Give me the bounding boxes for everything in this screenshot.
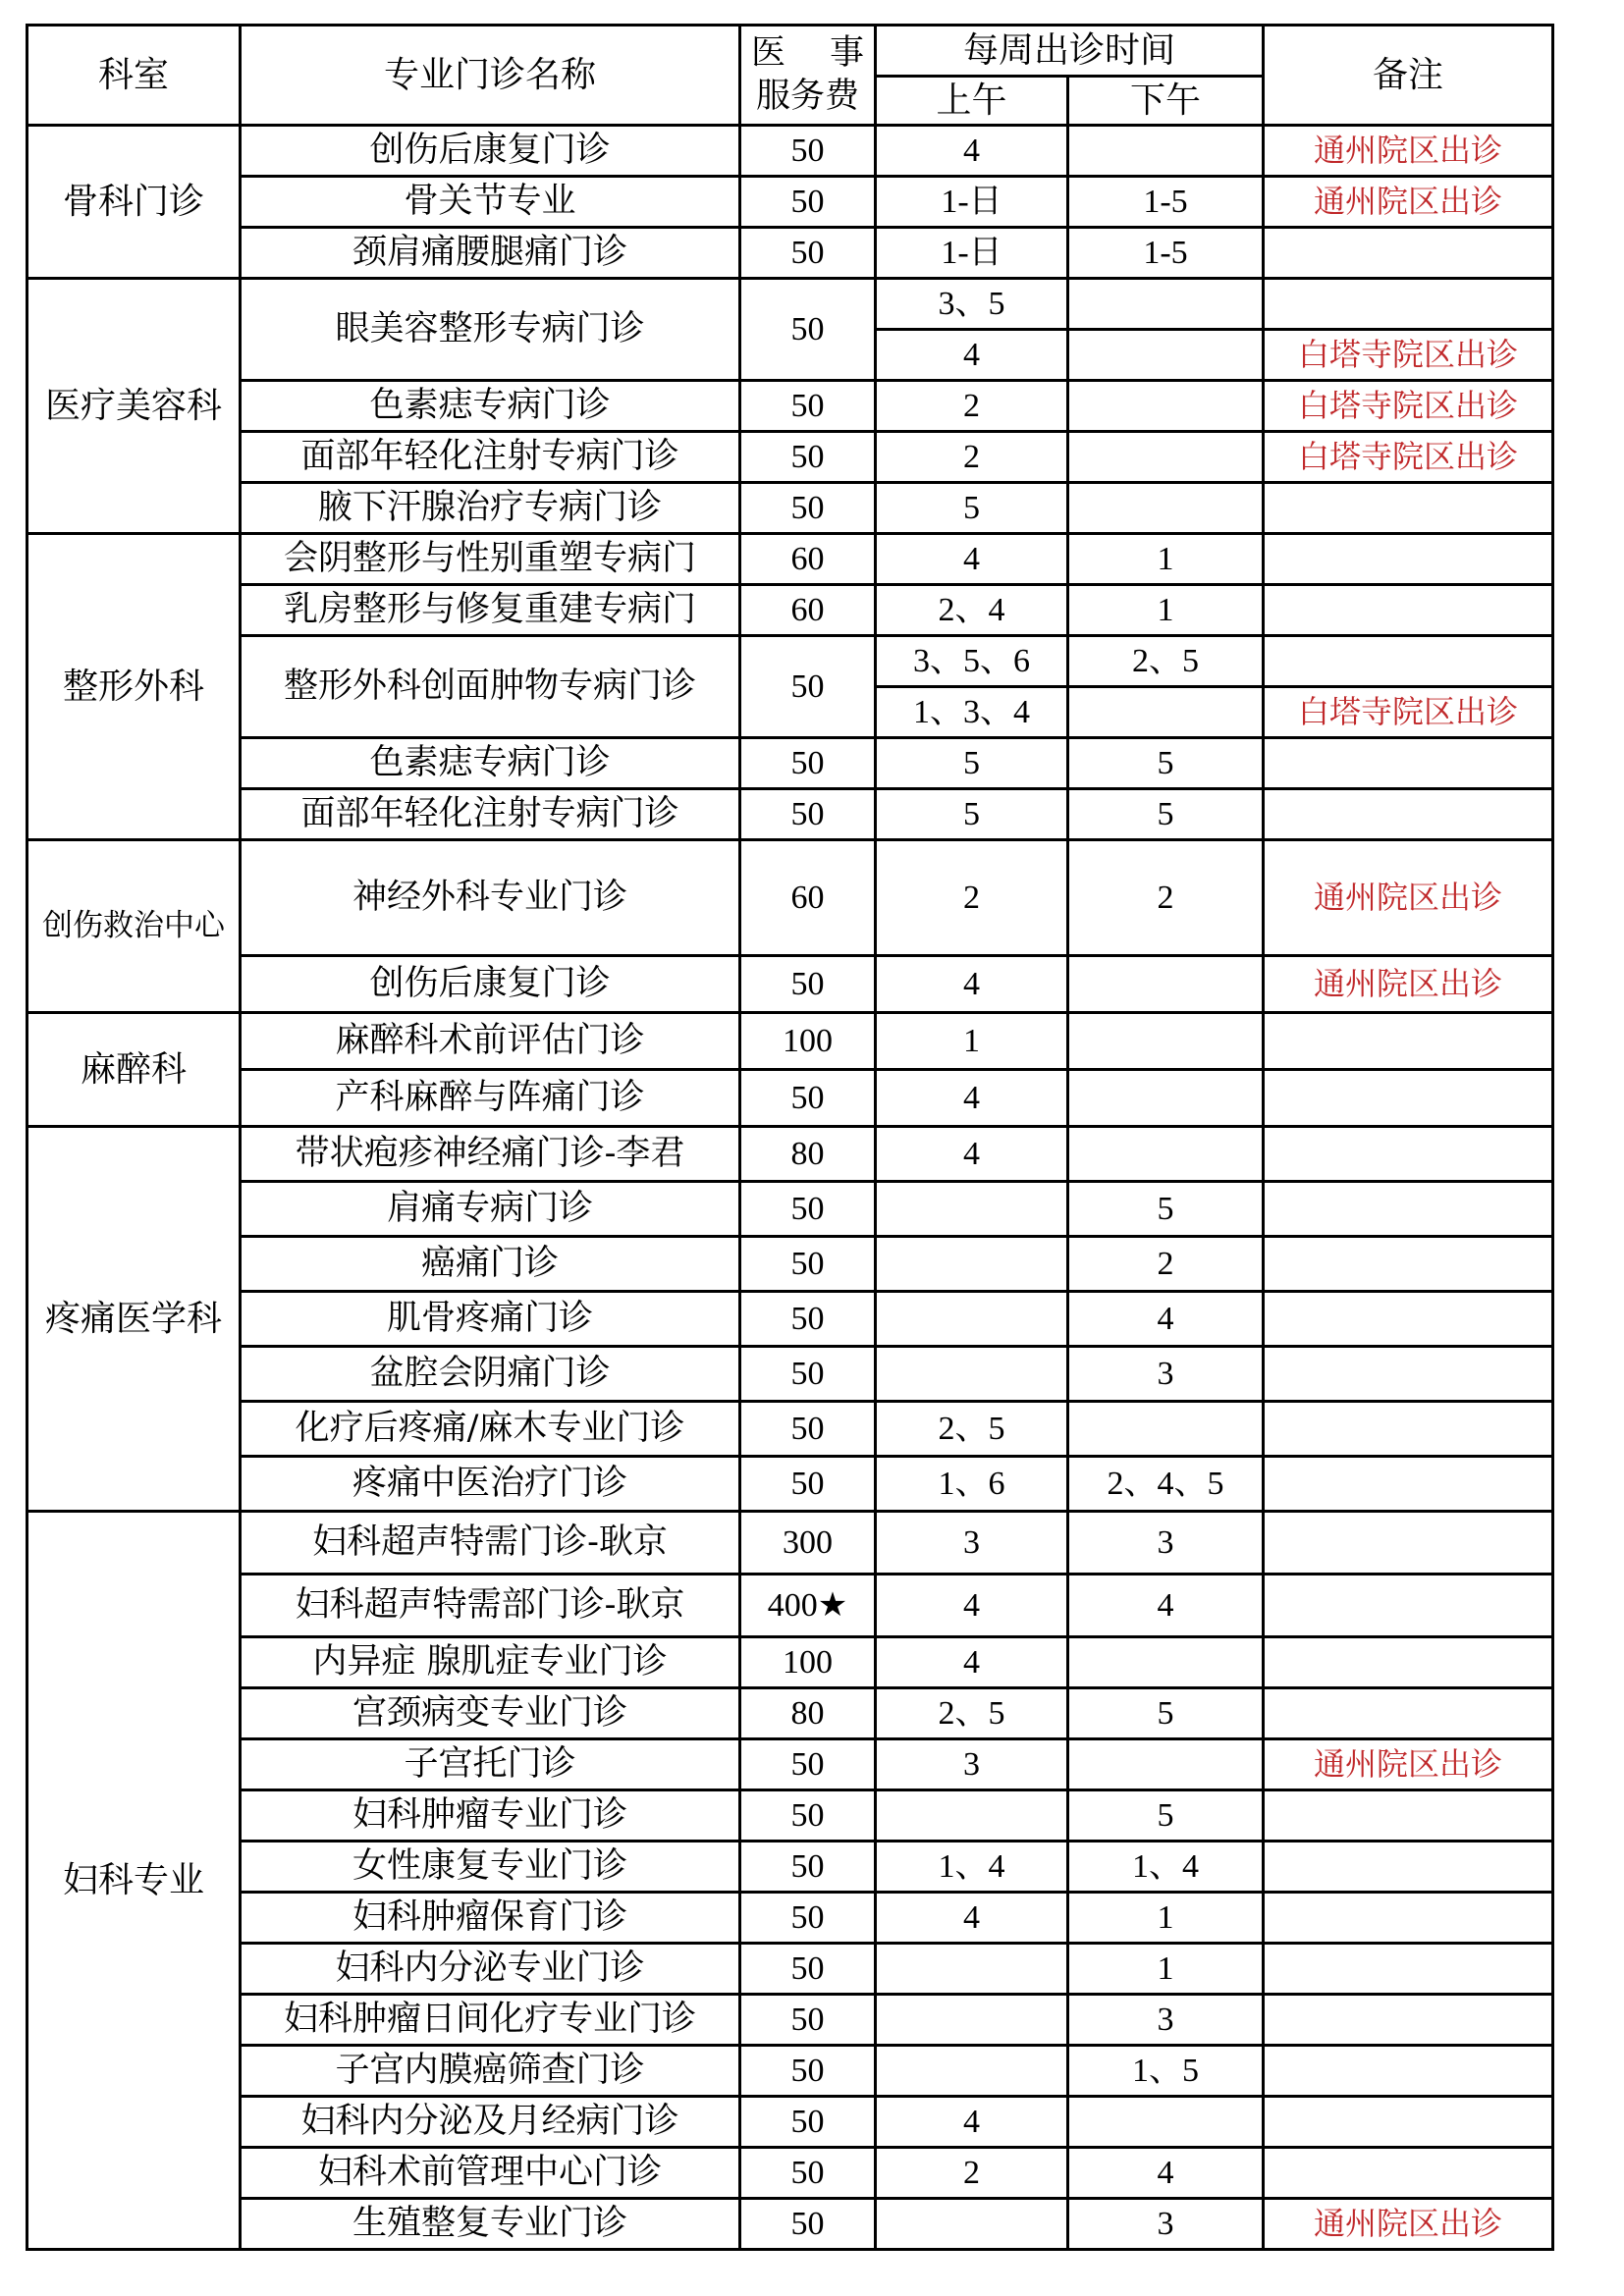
table-row [27, 840, 1553, 956]
table-row [27, 789, 1553, 840]
morning-days: 5 [876, 789, 1068, 840]
table-row [27, 1790, 1553, 1842]
clinic-name: 盆腔会阴痛门诊 [241, 1347, 740, 1402]
afternoon-days [1068, 1127, 1264, 1182]
table-row [27, 1457, 1553, 1512]
afternoon-days [1068, 956, 1264, 1013]
afternoon-days [1068, 279, 1264, 330]
table-row [27, 1575, 1553, 1637]
table-row [27, 1237, 1553, 1292]
afternoon-days [1068, 483, 1264, 534]
table-row [27, 279, 1553, 330]
morning-days: 2 [876, 432, 1068, 483]
afternoon-days: 3 [1068, 2199, 1264, 2250]
service-fee: 50 [740, 1182, 876, 1237]
afternoon-days: 1-5 [1068, 177, 1264, 228]
clinic-name: 妇科术前管理中心门诊 [241, 2148, 740, 2199]
service-fee: 50 [740, 2046, 876, 2097]
afternoon-days: 5 [1068, 1688, 1264, 1739]
note [1264, 2148, 1553, 2199]
morning-days: 4 [876, 1575, 1068, 1637]
service-fee: 50 [740, 1995, 876, 2046]
table-row [27, 956, 1553, 1013]
note: 通州院区出诊 [1264, 126, 1553, 177]
header-fee-bottom: 服务费 [755, 76, 859, 116]
service-fee: 60 [740, 534, 876, 585]
note [1264, 1944, 1553, 1995]
clinic-name: 色素痣专病门诊 [241, 381, 740, 432]
afternoon-days: 2、5 [1068, 636, 1264, 687]
note [1264, 279, 1553, 330]
table-row [27, 2148, 1553, 2199]
afternoon-days: 5 [1068, 789, 1264, 840]
clinic-name: 子宫托门诊 [241, 1739, 740, 1790]
afternoon-days [1068, 126, 1264, 177]
afternoon-days [1068, 381, 1264, 432]
clinic-name: 女性康复专业门诊 [241, 1842, 740, 1893]
note: 白塔寺院区出诊 [1264, 687, 1553, 738]
table-row [27, 534, 1553, 585]
note: 白塔寺院区出诊 [1264, 381, 1553, 432]
header-clinic-name: 专业门诊名称 [241, 26, 740, 126]
clinic-name: 色素痣专病门诊 [241, 738, 740, 789]
service-fee: 50 [740, 2148, 876, 2199]
note [1264, 1637, 1553, 1688]
service-fee: 50 [740, 789, 876, 840]
afternoon-days: 5 [1068, 1790, 1264, 1842]
afternoon-days: 5 [1068, 1182, 1264, 1237]
clinic-name: 眼美容整形专病门诊 [241, 279, 740, 381]
clinic-name: 宫颈病变专业门诊 [241, 1688, 740, 1739]
afternoon-days: 3 [1068, 1347, 1264, 1402]
morning-days: 4 [876, 2097, 1068, 2148]
table-row [27, 1292, 1553, 1347]
header-fee-top [741, 32, 874, 76]
afternoon-days: 4 [1068, 1292, 1264, 1347]
clinic-name: 疼痛中医治疗门诊 [241, 1457, 740, 1512]
clinic-name: 神经外科专业门诊 [241, 840, 740, 956]
note [1264, 1688, 1553, 1739]
note: 通州院区出诊 [1264, 1739, 1553, 1790]
note: 白塔寺院区出诊 [1264, 432, 1553, 483]
morning-days: 3、5 [876, 279, 1068, 330]
note [1264, 1013, 1553, 1070]
clinic-name: 妇科肿瘤日间化疗专业门诊 [241, 1995, 740, 2046]
afternoon-days: 3 [1068, 1512, 1264, 1575]
afternoon-days: 1 [1068, 1893, 1264, 1944]
afternoon-days: 1、5 [1068, 2046, 1264, 2097]
note [1264, 1292, 1553, 1347]
clinic-name: 产科麻醉与阵痛门诊 [241, 1070, 740, 1127]
note [1264, 1457, 1553, 1512]
table-row [27, 1944, 1553, 1995]
header-am: 上午 [876, 77, 1068, 126]
service-fee: 50 [740, 1347, 876, 1402]
morning-days: 2 [876, 381, 1068, 432]
note [1264, 1402, 1553, 1457]
service-fee: 50 [740, 1893, 876, 1944]
note [1264, 1182, 1553, 1237]
note [1264, 2097, 1553, 2148]
afternoon-days [1068, 2097, 1264, 2148]
table-row [27, 1182, 1553, 1237]
header-fee-top-left: 医 [751, 32, 786, 73]
morning-days [876, 1790, 1068, 1842]
table-row [27, 2097, 1553, 2148]
table-row [27, 1739, 1553, 1790]
table-row [27, 585, 1553, 636]
note [1264, 585, 1553, 636]
morning-days: 2 [876, 2148, 1068, 2199]
clinic-name: 骨关节专业 [241, 177, 740, 228]
header-pm: 下午 [1068, 77, 1264, 126]
service-fee: 50 [740, 1292, 876, 1347]
morning-days [876, 1944, 1068, 1995]
table-row [27, 1688, 1553, 1739]
note [1264, 1790, 1553, 1842]
afternoon-days: 1-5 [1068, 228, 1264, 279]
morning-days: 3 [876, 1512, 1068, 1575]
service-fee: 80 [740, 1127, 876, 1182]
afternoon-days [1068, 330, 1264, 381]
clinic-name: 整形外科创面肿物专病门诊 [241, 636, 740, 738]
morning-days: 1、3、4 [876, 687, 1068, 738]
afternoon-days: 2 [1068, 840, 1264, 956]
morning-days: 4 [876, 534, 1068, 585]
morning-days: 2 [876, 840, 1068, 956]
afternoon-days: 1 [1068, 585, 1264, 636]
afternoon-days: 2 [1068, 1237, 1264, 1292]
note: 白塔寺院区出诊 [1264, 330, 1553, 381]
morning-days: 4 [876, 956, 1068, 1013]
clinic-name: 妇科内分泌专业门诊 [241, 1944, 740, 1995]
clinic-name: 面部年轻化注射专病门诊 [241, 789, 740, 840]
service-fee: 50 [740, 1457, 876, 1512]
morning-days: 4 [876, 1127, 1068, 1182]
note [1264, 534, 1553, 585]
clinic-name: 会阴整形与性别重塑专病门 [241, 534, 740, 585]
note [1264, 636, 1553, 687]
afternoon-days: 2、4、5 [1068, 1457, 1264, 1512]
note [1264, 1127, 1553, 1182]
morning-days: 2、5 [876, 1688, 1068, 1739]
afternoon-days [1068, 1070, 1264, 1127]
morning-days: 4 [876, 1637, 1068, 1688]
table-row [27, 381, 1553, 432]
table-row [27, 126, 1553, 177]
service-fee: 50 [740, 2097, 876, 2148]
morning-days: 2、5 [876, 1402, 1068, 1457]
department-name: 创伤救治中心 [27, 840, 241, 1013]
morning-days: 4 [876, 1893, 1068, 1944]
clinic-name: 内异症 腺肌症专业门诊 [241, 1637, 740, 1688]
morning-days: 5 [876, 483, 1068, 534]
service-fee: 50 [740, 2199, 876, 2250]
service-fee: 50 [740, 1944, 876, 1995]
note [1264, 2046, 1553, 2097]
service-fee: 50 [740, 228, 876, 279]
note [1264, 789, 1553, 840]
note [1264, 1893, 1553, 1944]
clinic-name: 带状疱疹神经痛门诊-李君 [241, 1127, 740, 1182]
service-fee: 50 [740, 1790, 876, 1842]
morning-days: 4 [876, 1070, 1068, 1127]
afternoon-days: 5 [1068, 738, 1264, 789]
department-name: 医疗美容科 [27, 279, 241, 534]
clinic-name: 创伤后康复门诊 [241, 126, 740, 177]
table-row [27, 1013, 1553, 1070]
afternoon-days: 1 [1068, 534, 1264, 585]
morning-days [876, 2199, 1068, 2250]
clinic-name: 化疗后疼痛/麻木专业门诊 [241, 1402, 740, 1457]
note [1264, 1512, 1553, 1575]
morning-days: 4 [876, 330, 1068, 381]
morning-days [876, 1182, 1068, 1237]
clinic-name: 颈肩痛腰腿痛门诊 [241, 228, 740, 279]
service-fee: 100 [740, 1637, 876, 1688]
afternoon-days [1068, 1739, 1264, 1790]
clinic-name: 癌痛门诊 [241, 1237, 740, 1292]
clinic-name: 妇科超声特需部门诊-耿京 [241, 1575, 740, 1637]
table-row [27, 177, 1553, 228]
service-fee: 80 [740, 1688, 876, 1739]
clinic-name: 面部年轻化注射专病门诊 [241, 432, 740, 483]
service-fee: 50 [740, 956, 876, 1013]
note [1264, 1575, 1553, 1637]
note [1264, 483, 1553, 534]
header-row [27, 26, 1553, 77]
table-row [27, 432, 1553, 483]
table-row [27, 1512, 1553, 1575]
morning-days: 1、4 [876, 1842, 1068, 1893]
clinic-name: 妇科肿瘤保育门诊 [241, 1893, 740, 1944]
clinic-name: 妇科肿瘤专业门诊 [241, 1790, 740, 1842]
morning-days [876, 1995, 1068, 2046]
morning-days: 1-日 [876, 177, 1068, 228]
department-name: 疼痛医学科 [27, 1127, 241, 1512]
department-name: 骨科门诊 [27, 126, 241, 279]
table-row [27, 636, 1553, 687]
department-name: 麻醉科 [27, 1013, 241, 1127]
header-note: 备注 [1264, 26, 1553, 126]
table-row [27, 483, 1553, 534]
morning-days [876, 1292, 1068, 1347]
table-row [27, 1127, 1553, 1182]
afternoon-days [1068, 432, 1264, 483]
service-fee: 50 [740, 636, 876, 738]
morning-days: 5 [876, 738, 1068, 789]
clinic-name: 乳房整形与修复重建专病门 [241, 585, 740, 636]
service-fee: 50 [740, 279, 876, 381]
note [1264, 1070, 1553, 1127]
service-fee: 60 [740, 585, 876, 636]
clinic-name: 肩痛专病门诊 [241, 1182, 740, 1237]
afternoon-days: 4 [1068, 2148, 1264, 2199]
morning-days: 1 [876, 1013, 1068, 1070]
clinic-name: 麻醉科术前评估门诊 [241, 1013, 740, 1070]
clinic-name: 腋下汗腺治疗专病门诊 [241, 483, 740, 534]
clinic-name: 妇科超声特需门诊-耿京 [241, 1512, 740, 1575]
table-row [27, 1070, 1553, 1127]
afternoon-days [1068, 687, 1264, 738]
note: 通州院区出诊 [1264, 177, 1553, 228]
morning-days: 3 [876, 1739, 1068, 1790]
service-fee: 50 [740, 126, 876, 177]
note: 通州院区出诊 [1264, 840, 1553, 956]
clinic-name: 创伤后康复门诊 [241, 956, 740, 1013]
note [1264, 1237, 1553, 1292]
service-fee: 50 [740, 738, 876, 789]
clinic-name: 生殖整复专业门诊 [241, 2199, 740, 2250]
afternoon-days: 1 [1068, 1944, 1264, 1995]
note [1264, 228, 1553, 279]
morning-days: 4 [876, 126, 1068, 177]
table-row [27, 2046, 1553, 2097]
service-fee: 50 [740, 1842, 876, 1893]
table-row [27, 1347, 1553, 1402]
clinic-schedule-table [26, 24, 1554, 2251]
header-weekly-schedule: 每周出诊时间 [876, 26, 1264, 77]
note [1264, 1842, 1553, 1893]
service-fee: 50 [740, 1402, 876, 1457]
department-name: 妇科专业 [27, 1512, 241, 2250]
afternoon-days [1068, 1402, 1264, 1457]
morning-days: 1、6 [876, 1457, 1068, 1512]
morning-days: 1-日 [876, 228, 1068, 279]
header-fee-top-right: 事 [829, 32, 864, 73]
service-fee: 300 [740, 1512, 876, 1575]
table-row [27, 1995, 1553, 2046]
afternoon-days: 4 [1068, 1575, 1264, 1637]
service-fee: 50 [740, 1739, 876, 1790]
morning-days [876, 2046, 1068, 2097]
table-row [27, 1637, 1553, 1688]
table-row [27, 228, 1553, 279]
table-row [27, 2199, 1553, 2250]
afternoon-days [1068, 1637, 1264, 1688]
morning-days [876, 1347, 1068, 1402]
morning-days: 3、5、6 [876, 636, 1068, 687]
table-row [27, 1842, 1553, 1893]
clinic-name: 妇科内分泌及月经病门诊 [241, 2097, 740, 2148]
note [1264, 1347, 1553, 1402]
table-row [27, 1893, 1553, 1944]
clinic-name: 子宫内膜癌筛查门诊 [241, 2046, 740, 2097]
note [1264, 1995, 1553, 2046]
service-fee: 50 [740, 483, 876, 534]
table-row [27, 1402, 1553, 1457]
afternoon-days [1068, 1013, 1264, 1070]
note [1264, 738, 1553, 789]
service-fee: 50 [740, 381, 876, 432]
afternoon-days: 3 [1068, 1995, 1264, 2046]
morning-days [876, 1237, 1068, 1292]
service-fee: 50 [740, 432, 876, 483]
morning-days: 2、4 [876, 585, 1068, 636]
clinic-name: 肌骨疼痛门诊 [241, 1292, 740, 1347]
service-fee: 50 [740, 1070, 876, 1127]
service-fee: 400★ [740, 1575, 876, 1637]
service-fee: 50 [740, 177, 876, 228]
header-dept: 科室 [27, 26, 241, 126]
table-row [27, 738, 1553, 789]
afternoon-days: 1、4 [1068, 1842, 1264, 1893]
department-name: 整形外科 [27, 534, 241, 840]
service-fee: 50 [740, 1237, 876, 1292]
service-fee: 100 [740, 1013, 876, 1070]
header-service-fee [740, 26, 876, 126]
service-fee: 60 [740, 840, 876, 956]
note: 通州院区出诊 [1264, 956, 1553, 1013]
note: 通州院区出诊 [1264, 2199, 1553, 2250]
